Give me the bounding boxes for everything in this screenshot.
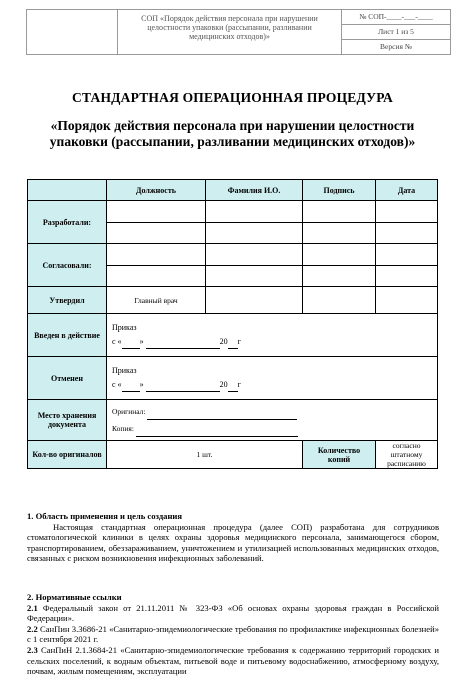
row-label-introduced: Введен в действие [28,314,107,357]
document-header [26,9,451,55]
approved-role: Главный врач [107,287,206,314]
col-header-position: Должность [107,180,206,201]
section-2-title: 2. Нормативные ссылки [27,592,122,602]
row-label-approved: Утвердил [28,287,107,314]
version-number: Версия № [380,42,412,51]
table-row [28,287,438,314]
ref-2-1: 2.1 Федеральный закон от 21.11.2011 № 323-ФЗ «Об основах охраны здоровья граждан в Российской Федерации». [27,602,439,624]
row-label-storage: Место хранения документа [28,400,107,441]
table-row [28,441,438,469]
table-row [28,201,438,244]
table-row [28,400,438,441]
table-header-row [28,180,438,201]
row-label-agreed: Согласовали: [28,244,107,287]
originals-count: 1 шт. [107,441,303,469]
row-label-cancelled: Отменен [28,357,107,400]
copies-count-label: Количество копий [303,441,376,469]
sop-meta [342,10,450,54]
row-label-developed: Разработали: [28,201,107,244]
cancelled-order: Приказ с « » 20 г [107,357,438,400]
col-header-signature: Подпись [303,180,376,201]
sheet-number: Лист 1 из 5 [342,25,450,40]
table-row [28,314,438,357]
col-header-date: Дата [376,180,438,201]
copies-count: согласно штатному расписанию [376,441,438,469]
section-2 [27,592,439,677]
ref-2-2: 2.2 СанПин 3.3686-21 «Санитарно-эпидемиологические требования по профилактике инфекционных болезней» с 1 сентября 2021 г. [27,623,439,645]
section-1-text: Настоящая стандартная операционная процедура (далее СОП) разработана для сотрудников стоматологической клиники в целях охраны здоровья медицинского персонала, занимающегося сбором, транспортированием, обеззараживанием, уничтожением и утилизацией использованных медицинских отходов, связанных с риском возникновения инфекционных заболеваний. [27,521,439,564]
page-subtitle: «Порядок действия персонала при нарушении целостности упаковки (рассыпании, разливании медицинских отходов)» [49,118,416,149]
storage-location: Оригинал: Копия: [107,400,438,441]
col-header-name: Фамилия И.О. [206,180,303,201]
sop-description: СОП «Порядок действия персонала при нарушении целостности упаковки (рассыпании, разливании медицинских отходов)» [118,10,342,54]
corner-cell [28,180,107,201]
row-label-originals: Кол-во оригиналов [28,441,107,469]
sop-number: № СОП-____-___-____ [342,10,450,25]
section-1-title: 1. Область применения и цель создания [27,511,183,521]
table-row [28,357,438,400]
approval-table [27,179,438,469]
logo-cell [27,10,118,54]
table-row [28,244,438,287]
page-title: СТАНДАРТНАЯ ОПЕРАЦИОННАЯ ПРОЦЕДУРА [72,90,393,105]
ref-2-3: 2.3 СанПиН 2.1.3684-21 «Санитарно-эпидемиологические требования к содержанию территорий городских и сельских поселений, к водным объектам, питьевой воде и питьевому водоснабжению, атмосферному воздуху, почвам, жилым помещениям, эксплуатации [27,644,439,677]
introduced-order: Приказ с « » 20 г [107,314,438,357]
section-1 [27,511,439,564]
